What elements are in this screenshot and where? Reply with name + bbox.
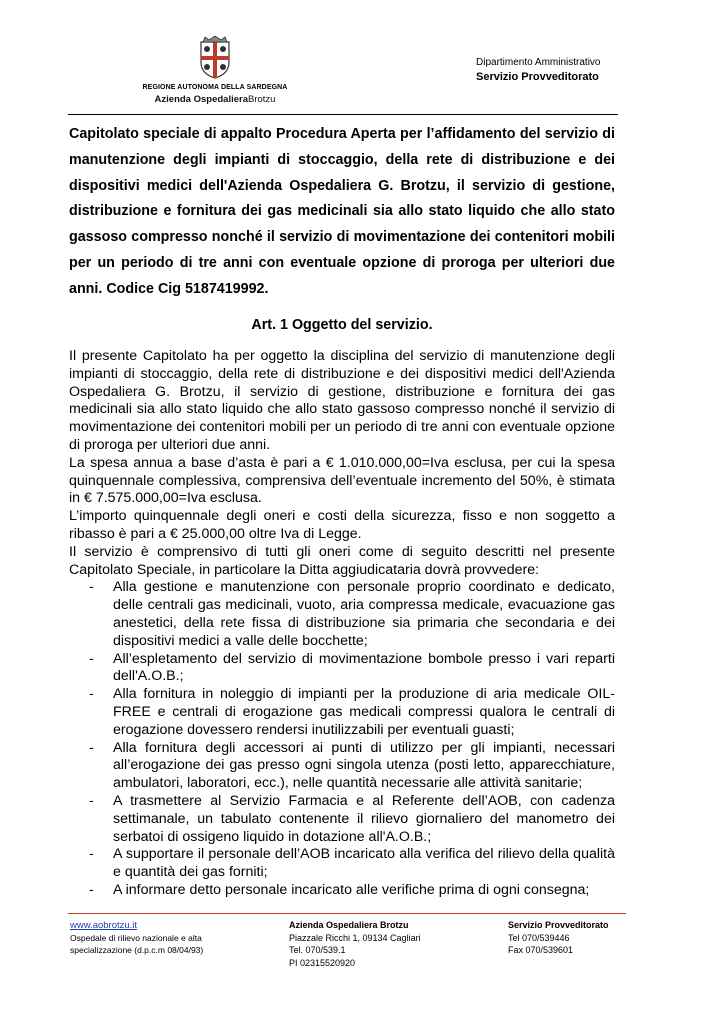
bullet-dash: - xyxy=(89,686,94,703)
paragraph: Il servizio è comprensivo di tutti gli oneri come di seguito descritti nel presente Capitolato Speciale, in particolare la Ditta aggiudicataria dovrà provvedere: xyxy=(69,543,615,578)
department-name: Dipartimento Amministrativo xyxy=(476,57,601,68)
obligations-list xyxy=(69,579,615,899)
list-item: - Alla fornitura degli accessori ai punti di utilizzo per gli impianti, necessari all’erogazione dei gas presso ogni singola utenza (posti letto, apparecchiature, ambulatori, laboratori, ecc.), nelle quantità necessarie alle attività sanitarie; xyxy=(89,739,615,792)
list-item: - Alla fornitura in noleggio di impianti per la produzione di aria medicale OIL-FREE e centrali di erogazione gas medicali compressi qualora le centrali di erogazione dovessero rendersi inutilizzabili per eventuali guasti; xyxy=(89,686,615,738)
bullet-dash: - xyxy=(89,846,94,863)
paragraph: L’importo quinquennale degli oneri e costi della sicurezza, fisso e non soggetto a ribasso è pari a € 25.000,00 oltre Iva di Legge. xyxy=(69,508,615,542)
footer-right xyxy=(508,919,609,957)
list-item: - All’espletamento del servizio di movimentazione bombole presso i vari reparti dell'A.O.B.; xyxy=(89,650,615,685)
article-heading: Art. 1 Oggetto del servizio. xyxy=(251,317,433,333)
footer-service-name: Servizio Provveditorato xyxy=(508,920,609,930)
footer-org-name: Azienda Ospedaliera Brotzu xyxy=(289,920,409,930)
website-link[interactable]: www.aobrotzu.it xyxy=(70,920,138,931)
footer-left xyxy=(70,919,203,956)
article-body xyxy=(69,348,615,900)
region-name: REGIONE AUTONOMA DELLA SARDEGNA xyxy=(142,84,288,91)
list-item: - A supportare il personale dell’AOB incaricato alla verifica del rilievo della qualità e quantità dei gas forniti; xyxy=(89,846,615,881)
bullet-dash: - xyxy=(89,739,94,756)
logo xyxy=(130,36,300,105)
azienda-name: Azienda OspedalieraBrotzu xyxy=(154,94,276,105)
bullet-dash: - xyxy=(89,579,94,596)
footer-divider xyxy=(68,913,626,914)
footer-center xyxy=(289,919,421,969)
paragraph: La spesa annua a base d’asta è pari a € 1.010.000,00=Iva esclusa, per cui la spesa quinquennale complessiva, comprensiva dell’eventuale incremento del 50%, è stimata in € 7.575.000,00=Iva esclusa. xyxy=(69,454,615,507)
footer-desc-line: Ospedale di rilievo nazionale e alta xyxy=(70,933,202,943)
bullet-dash: - xyxy=(89,881,94,898)
list-item: - Alla gestione e manutenzione con personale proprio coordinato e dedicato, delle centrali gas medicinali, vuoto, aria compressa medicale, evacuazione gas anestetici, della rete fissa di distribuzione sia primaria che secondaria e dei dispositivi medici a valle delle bocchette; xyxy=(89,579,615,649)
footer-service-phone: Tel 070/539446 xyxy=(508,932,570,943)
paragraph: Il presente Capitolato ha per oggetto la disciplina del servizio di manutenzione degli impianti di stoccaggio, della rete di distribuzione e dei dispositivi medici dell'Azienda Ospedaliera G. Brotzu, il servizio di gestione, distribuzione e fornitura dei gas medicinali sia allo stato liquido che allo stato gassoso compresso nonché il servizio di movimentazione dei contenitori mobili per un periodo di tre anni con eventuale opzione di proroga per ulteriori due anni. xyxy=(69,348,615,453)
bullet-dash: - xyxy=(89,650,94,667)
header-divider xyxy=(68,114,618,115)
footer-phone: Tel. 070/539.1 xyxy=(289,945,346,955)
bullet-dash: - xyxy=(89,792,94,809)
footer-desc-line: specializzazione (d.p.c.m 08/04/93) xyxy=(70,945,204,955)
list-item: - A informare detto personale incaricato alle verifiche prima di ogni consegna; xyxy=(89,881,590,898)
department-block xyxy=(476,56,600,84)
service-name: Servizio Provveditorato xyxy=(476,71,599,83)
footer-service-fax: Fax 070/539601 xyxy=(508,945,574,955)
document-title: Capitolato speciale di appalto Procedura Aperta per l’affidamento del servizio di manutenzione degli impianti di stoccaggio, della rete di distribuzione e dei dispositivi medici dell'Azienda Ospedaliera G. Brotzu, il servizio di gestione, distribuzione e fornitura dei gas medicinali sia allo stato liquido che allo stato gassoso compresso nonché il servizio di movimentazione dei contenitori mobili per un periodo di tre anni con eventuale opzione di proroga per ulteriori due anni. Codice Cig 5187419992. xyxy=(69,126,615,297)
list-item: - A trasmettere al Servizio Farmacia e al Referente dell’AOB, con cadenza settimanale, un tabulato contenente il rilievo giornaliero del manometro dei serbatoi di ossigeno liquido in dotazione all'A.O.B.; xyxy=(89,792,615,845)
footer-address: Piazzale Ricchi 1, 09134 Cagliari xyxy=(289,932,421,943)
footer-vat: PI 02315520920 xyxy=(289,957,356,968)
sardinia-crest-icon xyxy=(195,36,235,80)
